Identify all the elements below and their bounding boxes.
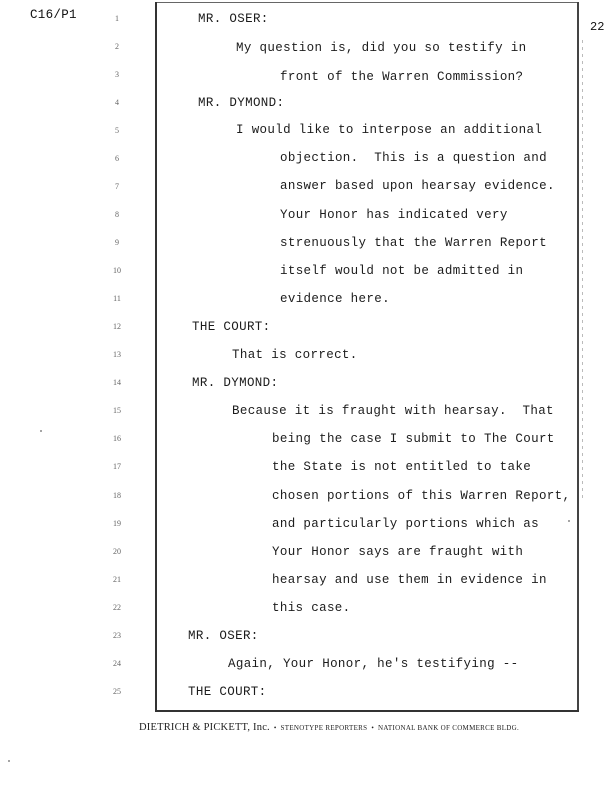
transcript-line: My question is, did you so testify in [236,41,527,55]
frame-left-border [155,2,157,711]
line-number: 1 [115,14,119,23]
scan-speck [40,430,42,432]
transcript-line: strenuously that the Warren Report [280,236,547,250]
transcript-line: Again, Your Honor, he's testifying -- [228,657,519,671]
transcript-line: and particularly portions which as [272,517,539,531]
scan-speck [8,760,10,762]
line-number: 19 [113,519,121,528]
line-number: 24 [113,659,121,668]
transcript-line: THE COURT: [188,685,267,699]
line-number: 7 [115,182,119,191]
scan-speck [568,520,570,522]
page-number: 22 [590,20,605,34]
transcript-line: answer based upon hearsay evidence. [280,179,555,193]
transcript-line: the State is not entitled to take [272,460,532,474]
transcript-line: front of the Warren Commission? [280,70,524,84]
line-number: 3 [115,70,119,79]
frame-right-border [577,2,579,711]
transcript-line: hearsay and use them in evidence in [272,573,547,587]
line-number: 18 [113,491,121,500]
footer-separator: • [371,724,374,732]
footer-location: NATIONAL BANK OF COMMERCE BLDG. [377,724,520,732]
line-number: 23 [113,631,121,640]
transcript-line: MR. DYMOND: [198,96,285,110]
line-number: 25 [113,687,121,696]
line-number: 2 [115,42,119,51]
transcript-line: MR. OSER: [188,629,259,643]
line-number: 21 [113,575,121,584]
frame-top-border [155,2,579,3]
line-number: 8 [115,210,119,219]
transcript-line: Your Honor has indicated very [280,208,508,222]
line-number: 16 [113,434,121,443]
margin-dashed-rule [582,40,583,500]
transcript-line: MR. OSER: [198,12,269,26]
transcript-line: That is correct. [232,348,358,362]
footer-service: STENOTYPE REPORTERS [280,724,368,732]
line-number: 9 [115,238,119,247]
line-number: 17 [113,462,121,471]
line-number: 20 [113,547,121,556]
transcript-line: being the case I submit to The Court [272,432,555,446]
transcript-line: evidence here. [280,292,390,306]
line-number: 11 [113,294,121,303]
line-number: 4 [115,98,119,107]
transcript-line: MR. DYMOND: [192,376,279,390]
footer-separator: • [273,724,277,732]
footer-firm: DIETRICH & PICKETT, Inc. [139,722,270,733]
transcript-line: Your Honor says are fraught with [272,545,524,559]
transcript-line: itself would not be admitted in [280,264,524,278]
transcript-line: chosen portions of this Warren Report, [272,489,571,503]
frame-bottom-border [155,710,579,712]
transcript-line: Because it is fraught with hearsay. That [232,404,554,418]
line-number: 10 [113,266,121,275]
case-id: C16/P1 [30,8,77,22]
line-number: 6 [115,154,119,163]
line-number: 15 [113,406,121,415]
transcript-line: objection. This is a question and [280,151,547,165]
line-number: 14 [113,378,121,387]
transcript-line: THE COURT: [192,320,271,334]
line-number: 12 [113,322,121,331]
transcript-line: this case. [272,601,351,615]
line-number: 22 [113,603,121,612]
line-number: 5 [115,126,119,135]
reporter-footer [139,722,519,733]
line-number: 13 [113,350,121,359]
transcript-line: I would like to interpose an additional [236,123,543,137]
